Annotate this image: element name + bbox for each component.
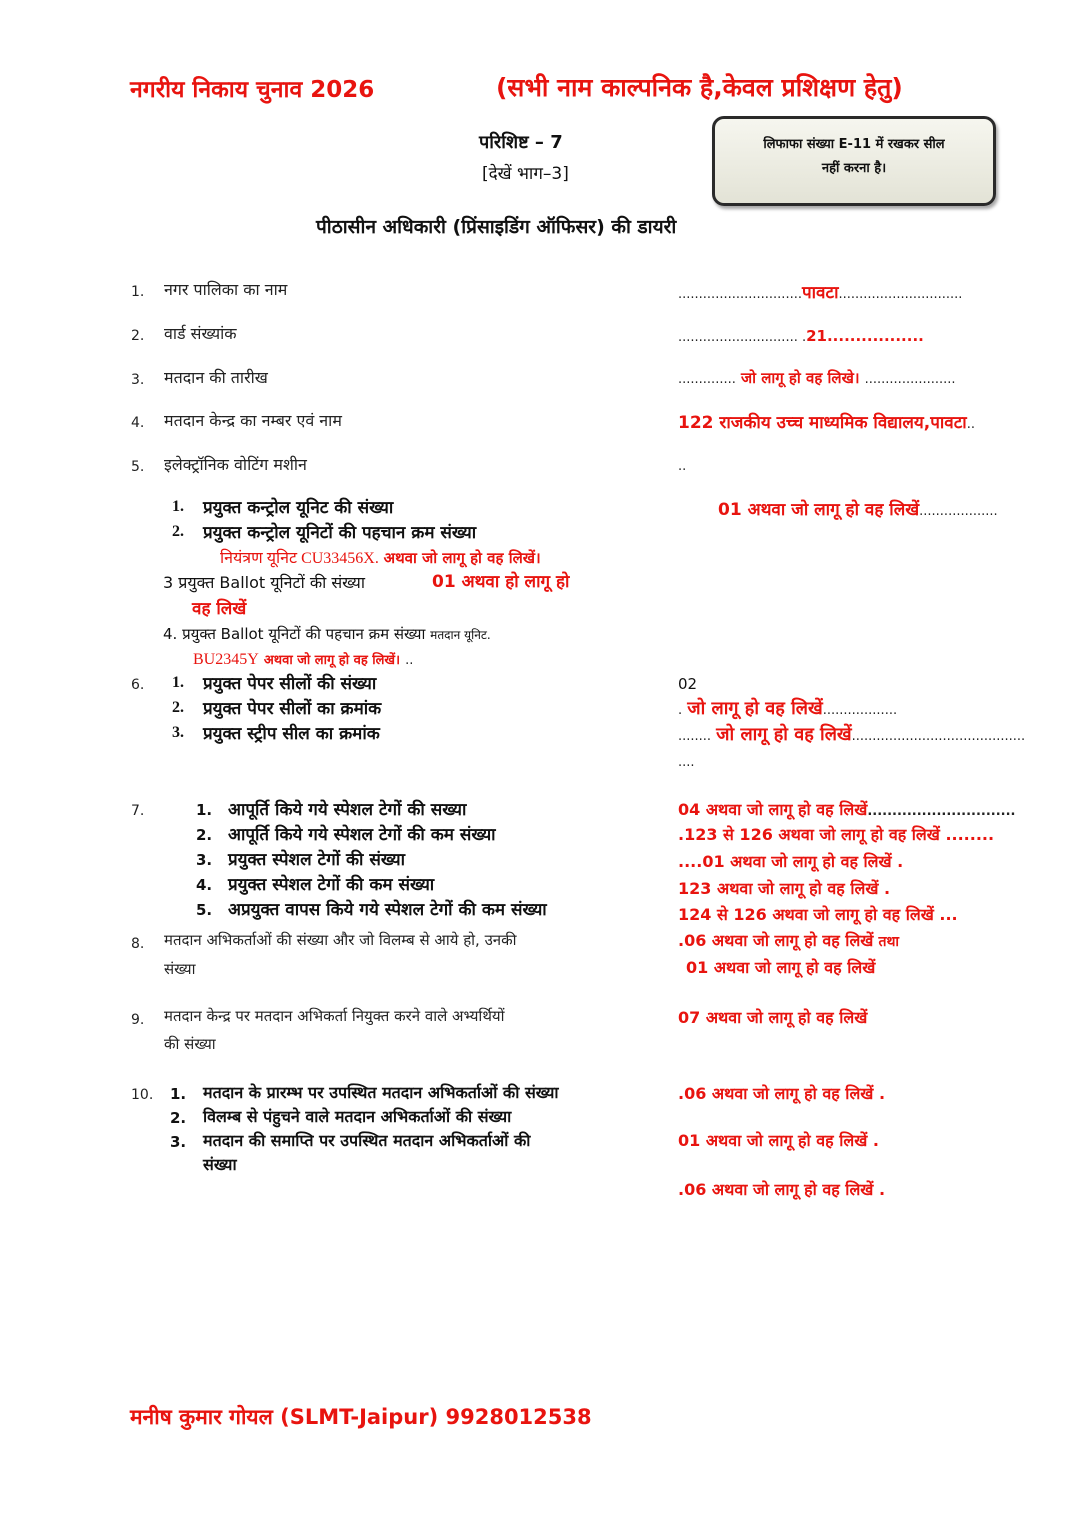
- item-4-number: 4.: [131, 415, 145, 431]
- item-5-sub-4-label-b: मतदान यूनिट.: [430, 628, 491, 642]
- item-7-sub-3-label: प्रयुक्त स्पेशल टेगों की संख्या: [228, 850, 406, 870]
- item-5-label: इलेक्ट्रॉनिक वोटिंग मशीन: [164, 455, 307, 474]
- dots: ..............................: [838, 287, 963, 302]
- item-5-sub-2-value-row: [220, 546, 541, 568]
- item-6-sub-2-value-row: [678, 696, 897, 720]
- item-7-sub-5-number: 5.: [196, 901, 213, 919]
- item-6-sub-3-label: प्रयुक्त स्ट्रीप सील का क्रमांक: [203, 724, 380, 744]
- item-9-label-a: मतदान केन्द्र पर मतदान अभिकर्ता नियुक्त करने वाले अभ्यर्थियों: [164, 1007, 505, 1025]
- item-9-value: 07 अथवा जो लागू हो वह लिखें: [678, 1008, 868, 1027]
- dots: .: [678, 703, 683, 718]
- item-7-sub-1-value-row: [678, 798, 1015, 820]
- item-7-sub-3-value: ....01 अथवा जो लागू हो वह लिखें .: [678, 852, 904, 871]
- item-7-sub-2-label: आपूर्ति किये गये स्पेशल टेगों की कम संख्या: [228, 825, 496, 845]
- item-10-sub-3-label-a: मतदान की समाप्ति पर उपस्थित मतदान अभिकर्ताओं की: [203, 1131, 531, 1150]
- item-5-sub-4-value-b: अथवा जो लागू हो वह लिखें।: [263, 653, 400, 668]
- item-5-number: 5.: [131, 459, 145, 475]
- header-right: (सभी नाम काल्पनिक है,केवल प्रशिक्षण हेतु): [496, 73, 903, 102]
- item-7-sub-5-label: अप्रयुक्त वापस किये गये स्पेशल टेगों की कम संख्या: [228, 900, 547, 920]
- dots: ..: [405, 653, 414, 668]
- item-1-label: नगर पालिका का नाम: [164, 280, 288, 299]
- item-5-sub-4-value-a: BU2345Y: [193, 651, 259, 668]
- appendix-ref: [देखें भाग–3]: [482, 164, 569, 184]
- item-10-sub-2-value: 01 अथवा जो लागू हो वह लिखें .: [678, 1131, 879, 1150]
- dots: ..............................: [678, 287, 802, 302]
- item-6-sub-2-value: जो लागू हो वह लिखें: [687, 698, 823, 719]
- item-6-sub-2-number: 2.: [172, 699, 184, 716]
- item-5-sub-2-label: प्रयुक्त कन्ट्रोल यूनिटों की पहचान क्रम संख्या: [203, 523, 477, 543]
- footer-credit: मनीष कुमार गोयल (SLMT-Jaipur) 9928012538: [130, 1405, 592, 1429]
- item-5-sub-3-label: 3 प्रयुक्त Ballot यूनिटों की संख्या: [163, 573, 365, 592]
- item-2-label: वार्ड संख्यांक: [164, 324, 237, 343]
- item-6-sub-1-label: प्रयुक्त पेपर सीलों की संख्या: [203, 674, 377, 694]
- item-10-sub-2-label: विलम्ब से पंहुचने वाले मतदान अभिकर्ताओं की संख्या: [203, 1107, 512, 1126]
- item-8-label-b: संख्या: [164, 960, 196, 978]
- item-5-dots: ..: [678, 459, 687, 474]
- item-3-value: जो लागू हो वह लिखे।: [740, 369, 860, 387]
- item-6-extra-dots: ....: [678, 755, 695, 770]
- document-title: पीठासीन अधिकारी (प्रिंसाइडिंग ऑफिसर) की डायरी: [316, 216, 677, 238]
- item-9-label-b: की संख्या: [164, 1035, 216, 1053]
- item-4-value: 122 राजकीय उच्च माध्यमिक विद्यालय,पावटा: [678, 413, 967, 433]
- dots: ............................. .: [678, 330, 807, 345]
- item-10-sub-2-number: 2.: [170, 1109, 187, 1127]
- item-1-number: 1.: [131, 284, 145, 300]
- item-7-sub-4-value: 123 अथवा जो लागू हो वह लिखें .: [678, 879, 891, 898]
- item-10-sub-3-label-b: संख्या: [203, 1155, 237, 1174]
- item-3-number: 3.: [131, 372, 145, 388]
- dots: ........: [678, 729, 712, 744]
- dots: ..........................................: [851, 729, 1026, 744]
- item-4-label: मतदान केन्द्र का नम्बर एवं नाम: [164, 411, 342, 430]
- header-left: नगरीय निकाय चुनाव 2026: [130, 77, 375, 103]
- item-8-value-tatha: तथा: [878, 934, 900, 950]
- dots: ..................: [822, 703, 898, 718]
- item-5-sub-4-label: 4. प्रयुक्त Ballot यूनिटों की पहचान क्रम संख्या: [163, 625, 426, 643]
- item-5-sub-1-label: प्रयुक्त कन्ट्रोल यूनिट की संख्या: [203, 498, 394, 518]
- item-5-sub-2-value-b: अथवा जो लागू हो वह लिखें।: [383, 549, 541, 567]
- dots: ......................: [864, 372, 956, 387]
- item-5-sub-1-value: 01 अथवा जो लागू हो वह लिखें: [718, 500, 920, 520]
- appendix-title: परिशिष्ट – 7: [479, 132, 563, 153]
- item-7-sub-1-number: 1.: [196, 801, 213, 819]
- item-5-sub-3-value-a: 01 अथवा हो लागू हो: [432, 572, 570, 592]
- item-7-sub-2-value: .123 से 126 अथवा जो लागू हो वह लिखें ........: [678, 825, 995, 844]
- item-5-sub-2-number: 2.: [172, 523, 184, 540]
- dots: ..............: [678, 372, 736, 387]
- item-1-value-row: [678, 280, 962, 303]
- item-10-number: 10.: [131, 1087, 154, 1103]
- item-7-sub-1-label: आपूर्ति किये गये स्पेशल टेगों की सख्या: [228, 800, 467, 820]
- item-10-sub-3-value: .06 अथवा जो लागू हो वह लिखें .: [678, 1180, 886, 1199]
- dots: ..: [966, 417, 975, 432]
- item-10-sub-1-value: .06 अथवा जो लागू हो वह लिखें .: [678, 1084, 886, 1103]
- item-5-sub-3-value-b: वह लिखें: [192, 599, 247, 619]
- item-7-sub-3-number: 3.: [196, 851, 213, 869]
- dots: ...................: [919, 504, 998, 519]
- item-3-value-row: [678, 368, 956, 388]
- item-6-sub-3-number: 3.: [172, 724, 184, 741]
- dots: ..............................: [867, 804, 1016, 819]
- item-10-sub-1-number: 1.: [170, 1085, 187, 1103]
- item-6-number: 6.: [131, 677, 145, 693]
- item-7-number: 7.: [131, 803, 145, 819]
- envelope-note-box: [712, 116, 996, 206]
- item-6-sub-3-value: जो लागू हो वह लिखें: [716, 724, 852, 745]
- item-5-sub-4-label-row: [163, 624, 491, 644]
- item-2-value-row: [678, 326, 924, 345]
- envelope-line-1: लिफाफा संख्या E-11 में रखकर सील: [763, 137, 945, 152]
- item-7-sub-5-value: 124 से 126 अथवा जो लागू हो वह लिखें ...: [678, 905, 958, 924]
- item-5-sub-2-value-a: नियंत्रण यूनिट CU33456X.: [220, 550, 379, 567]
- item-3-label: मतदान की तारीख: [164, 368, 268, 387]
- item-1-value: पावटा: [801, 283, 839, 303]
- item-5-sub-1-value-row: [718, 497, 998, 520]
- item-5-sub-4-value-row: [193, 649, 413, 669]
- item-6-sub-1-value: 02: [678, 675, 698, 693]
- item-10-sub-1-label: मतदान के प्रारम्भ पर उपस्थित मतदान अभिकर्ताओं की संख्या: [203, 1083, 559, 1102]
- item-5-sub-1-number: 1.: [172, 498, 184, 515]
- item-6-sub-1-number: 1.: [172, 674, 184, 691]
- item-8-value-row-a: [678, 929, 899, 951]
- item-7-sub-2-number: 2.: [196, 826, 213, 844]
- item-7-sub-4-label: प्रयुक्त स्पेशल टेगों की कम संख्या: [228, 875, 435, 895]
- item-8-value-a: .06 अथवा जो लागू हो वह लिखें: [678, 931, 874, 950]
- item-10-sub-3-number: 3.: [170, 1133, 187, 1151]
- item-8-label-a: मतदान अभिकर्ताओं की संख्या और जो विलम्ब से आये हो, उनकी: [164, 931, 517, 949]
- item-7-sub-4-number: 4.: [196, 876, 213, 894]
- item-6-sub-3-value-row: [678, 722, 1025, 746]
- item-9-number: 9.: [131, 1012, 145, 1028]
- item-2-number: 2.: [131, 328, 145, 344]
- item-6-sub-2-label: प्रयुक्त पेपर सीलों का क्रमांक: [203, 699, 382, 719]
- item-4-value-row: [678, 410, 975, 433]
- item-2-value: 21.................: [806, 327, 924, 345]
- item-8-value-b: 01 अथवा जो लागू हो वह लिखें: [686, 958, 876, 977]
- item-8-number: 8.: [131, 936, 145, 952]
- item-7-sub-1-value: 04 अथवा जो लागू हो वह लिखें: [678, 800, 868, 819]
- envelope-line-2: नहीं करना है।: [821, 161, 887, 176]
